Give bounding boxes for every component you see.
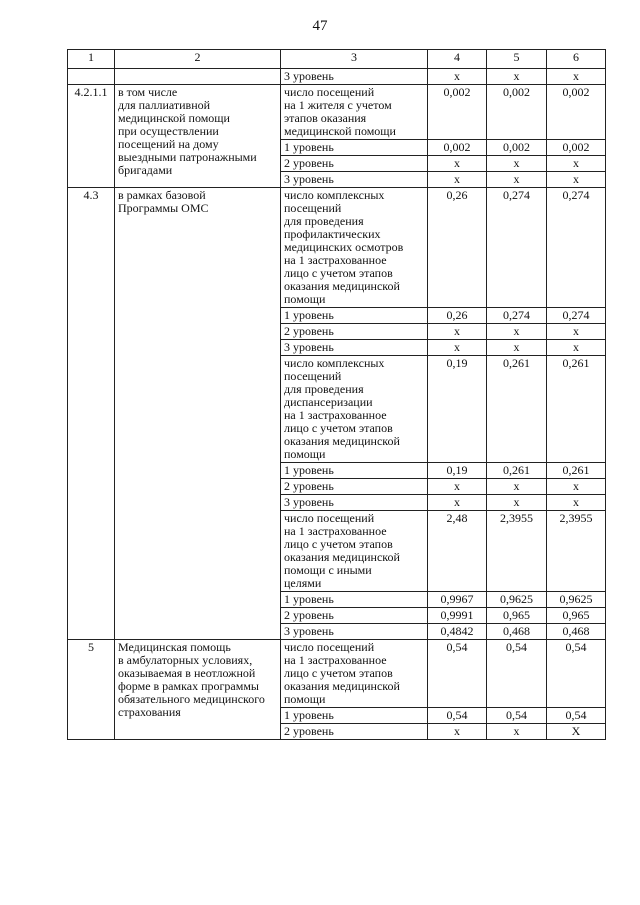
value-cell: 0,9625 — [547, 592, 606, 608]
value-cell: x — [428, 340, 487, 356]
indicator-cell: 3 уровень — [281, 624, 428, 640]
value-cell: x — [547, 172, 606, 188]
indicator-cell: число посещений на 1 жителя с учетом этапов оказания медицинской помощи — [281, 85, 428, 140]
value-cell: x — [428, 724, 487, 740]
value-cell: x — [428, 172, 487, 188]
indicator-cell: число посещений на 1 застрахованное лицо с учетом этапов оказания медицинской помощи с иными целями — [281, 511, 428, 592]
value-cell: x — [547, 324, 606, 340]
value-cell: 0,002 — [428, 140, 487, 156]
indicator-cell: 3 уровень — [281, 172, 428, 188]
value-cell: 0,26 — [428, 188, 487, 308]
value-cell: 0,002 — [487, 85, 547, 140]
indicator-cell: 2 уровень — [281, 156, 428, 172]
row-number-cell — [68, 69, 115, 85]
value-cell: x — [487, 479, 547, 495]
value-cell: 0,965 — [547, 608, 606, 624]
indicators-table — [67, 49, 606, 740]
value-cell: 0,9967 — [428, 592, 487, 608]
value-cell: 0,261 — [487, 463, 547, 479]
value-cell: 0,4842 — [428, 624, 487, 640]
value-cell: x — [547, 495, 606, 511]
value-cell: 0,002 — [547, 140, 606, 156]
indicator-cell: 1 уровень — [281, 708, 428, 724]
value-cell: 0,19 — [428, 356, 487, 463]
value-cell: 0,261 — [547, 463, 606, 479]
indicator-cell: 3 уровень — [281, 340, 428, 356]
table-row — [68, 85, 606, 140]
value-cell: 0,9991 — [428, 608, 487, 624]
value-cell: 0,261 — [547, 356, 606, 463]
value-cell: x — [487, 340, 547, 356]
table-row — [68, 69, 606, 85]
value-cell: 0,19 — [428, 463, 487, 479]
value-cell: 0,54 — [428, 708, 487, 724]
value-cell: x — [547, 156, 606, 172]
indicator-cell: 1 уровень — [281, 140, 428, 156]
value-cell: X — [547, 724, 606, 740]
value-cell: 0,274 — [547, 188, 606, 308]
value-cell: 0,468 — [547, 624, 606, 640]
value-cell: 0,274 — [547, 308, 606, 324]
value-cell: 0,002 — [487, 140, 547, 156]
page-number: 47 — [312, 18, 328, 34]
value-cell: x — [487, 69, 547, 85]
indicator-cell: число посещений на 1 застрахованное лицо с учетом этапов оказания медицинской помощи — [281, 640, 428, 708]
indicator-cell: 2 уровень — [281, 324, 428, 340]
value-cell: x — [428, 495, 487, 511]
value-cell: 0,261 — [487, 356, 547, 463]
indicator-cell: 2 уровень — [281, 608, 428, 624]
indicator-cell: 3 уровень — [281, 69, 428, 85]
indicator-cell: 2 уровень — [281, 479, 428, 495]
table-header-row — [68, 50, 606, 69]
header-cell: 1 — [68, 50, 115, 69]
indicator-cell: число комплексных посещений для проведения диспансеризации на 1 застрахованное лицо с учетом этапов оказания медицинской помощи — [281, 356, 428, 463]
indicator-cell: 1 уровень — [281, 308, 428, 324]
row-description-cell: в рамках базовой Программы ОМС — [115, 188, 281, 640]
indicator-cell: 3 уровень — [281, 495, 428, 511]
value-cell: 0,54 — [487, 640, 547, 708]
row-number-cell: 5 — [68, 640, 115, 740]
value-cell: 0,274 — [487, 308, 547, 324]
row-number-cell: 4.3 — [68, 188, 115, 640]
value-cell: x — [547, 69, 606, 85]
indicator-cell: число комплексных посещений для проведения профилактических медицинских осмотров на 1 застрахованное лицо с учетом этапов оказания медицинской помощи — [281, 188, 428, 308]
row-number-cell: 4.2.1.1 — [68, 85, 115, 188]
value-cell: x — [487, 495, 547, 511]
value-cell: x — [428, 69, 487, 85]
value-cell: 2,3955 — [547, 511, 606, 592]
value-cell: 0,965 — [487, 608, 547, 624]
value-cell: x — [428, 479, 487, 495]
value-cell: x — [428, 156, 487, 172]
value-cell: x — [487, 156, 547, 172]
indicator-cell: 1 уровень — [281, 592, 428, 608]
header-cell: 3 — [281, 50, 428, 69]
value-cell: x — [547, 479, 606, 495]
indicator-cell: 1 уровень — [281, 463, 428, 479]
value-cell: 2,48 — [428, 511, 487, 592]
header-cell: 2 — [115, 50, 281, 69]
value-cell: x — [487, 172, 547, 188]
header-cell: 5 — [487, 50, 547, 69]
value-cell: 0,54 — [547, 640, 606, 708]
indicator-cell: 2 уровень — [281, 724, 428, 740]
value-cell: 0,54 — [428, 640, 487, 708]
row-description-cell: в том числе для паллиативной медицинской помощи при осуществлении посещений на дому выездными патронажными бригадами — [115, 85, 281, 188]
table-row — [68, 188, 606, 308]
header-cell: 6 — [547, 50, 606, 69]
value-cell: x — [487, 324, 547, 340]
value-cell: x — [547, 340, 606, 356]
value-cell: 0,54 — [547, 708, 606, 724]
row-description-cell: Медицинская помощь в амбулаторных условиях, оказываемая в неотложной форме в рамках программы обязательного медицинского страхования — [115, 640, 281, 740]
value-cell: 0,26 — [428, 308, 487, 324]
value-cell: 0,468 — [487, 624, 547, 640]
value-cell: 0,274 — [487, 188, 547, 308]
value-cell: 0,002 — [547, 85, 606, 140]
table-row — [68, 640, 606, 708]
row-description-cell — [115, 69, 281, 85]
value-cell: 2,3955 — [487, 511, 547, 592]
value-cell: 0,9625 — [487, 592, 547, 608]
header-cell: 4 — [428, 50, 487, 69]
value-cell: x — [487, 724, 547, 740]
value-cell: 0,54 — [487, 708, 547, 724]
value-cell: x — [428, 324, 487, 340]
value-cell: 0,002 — [428, 85, 487, 140]
